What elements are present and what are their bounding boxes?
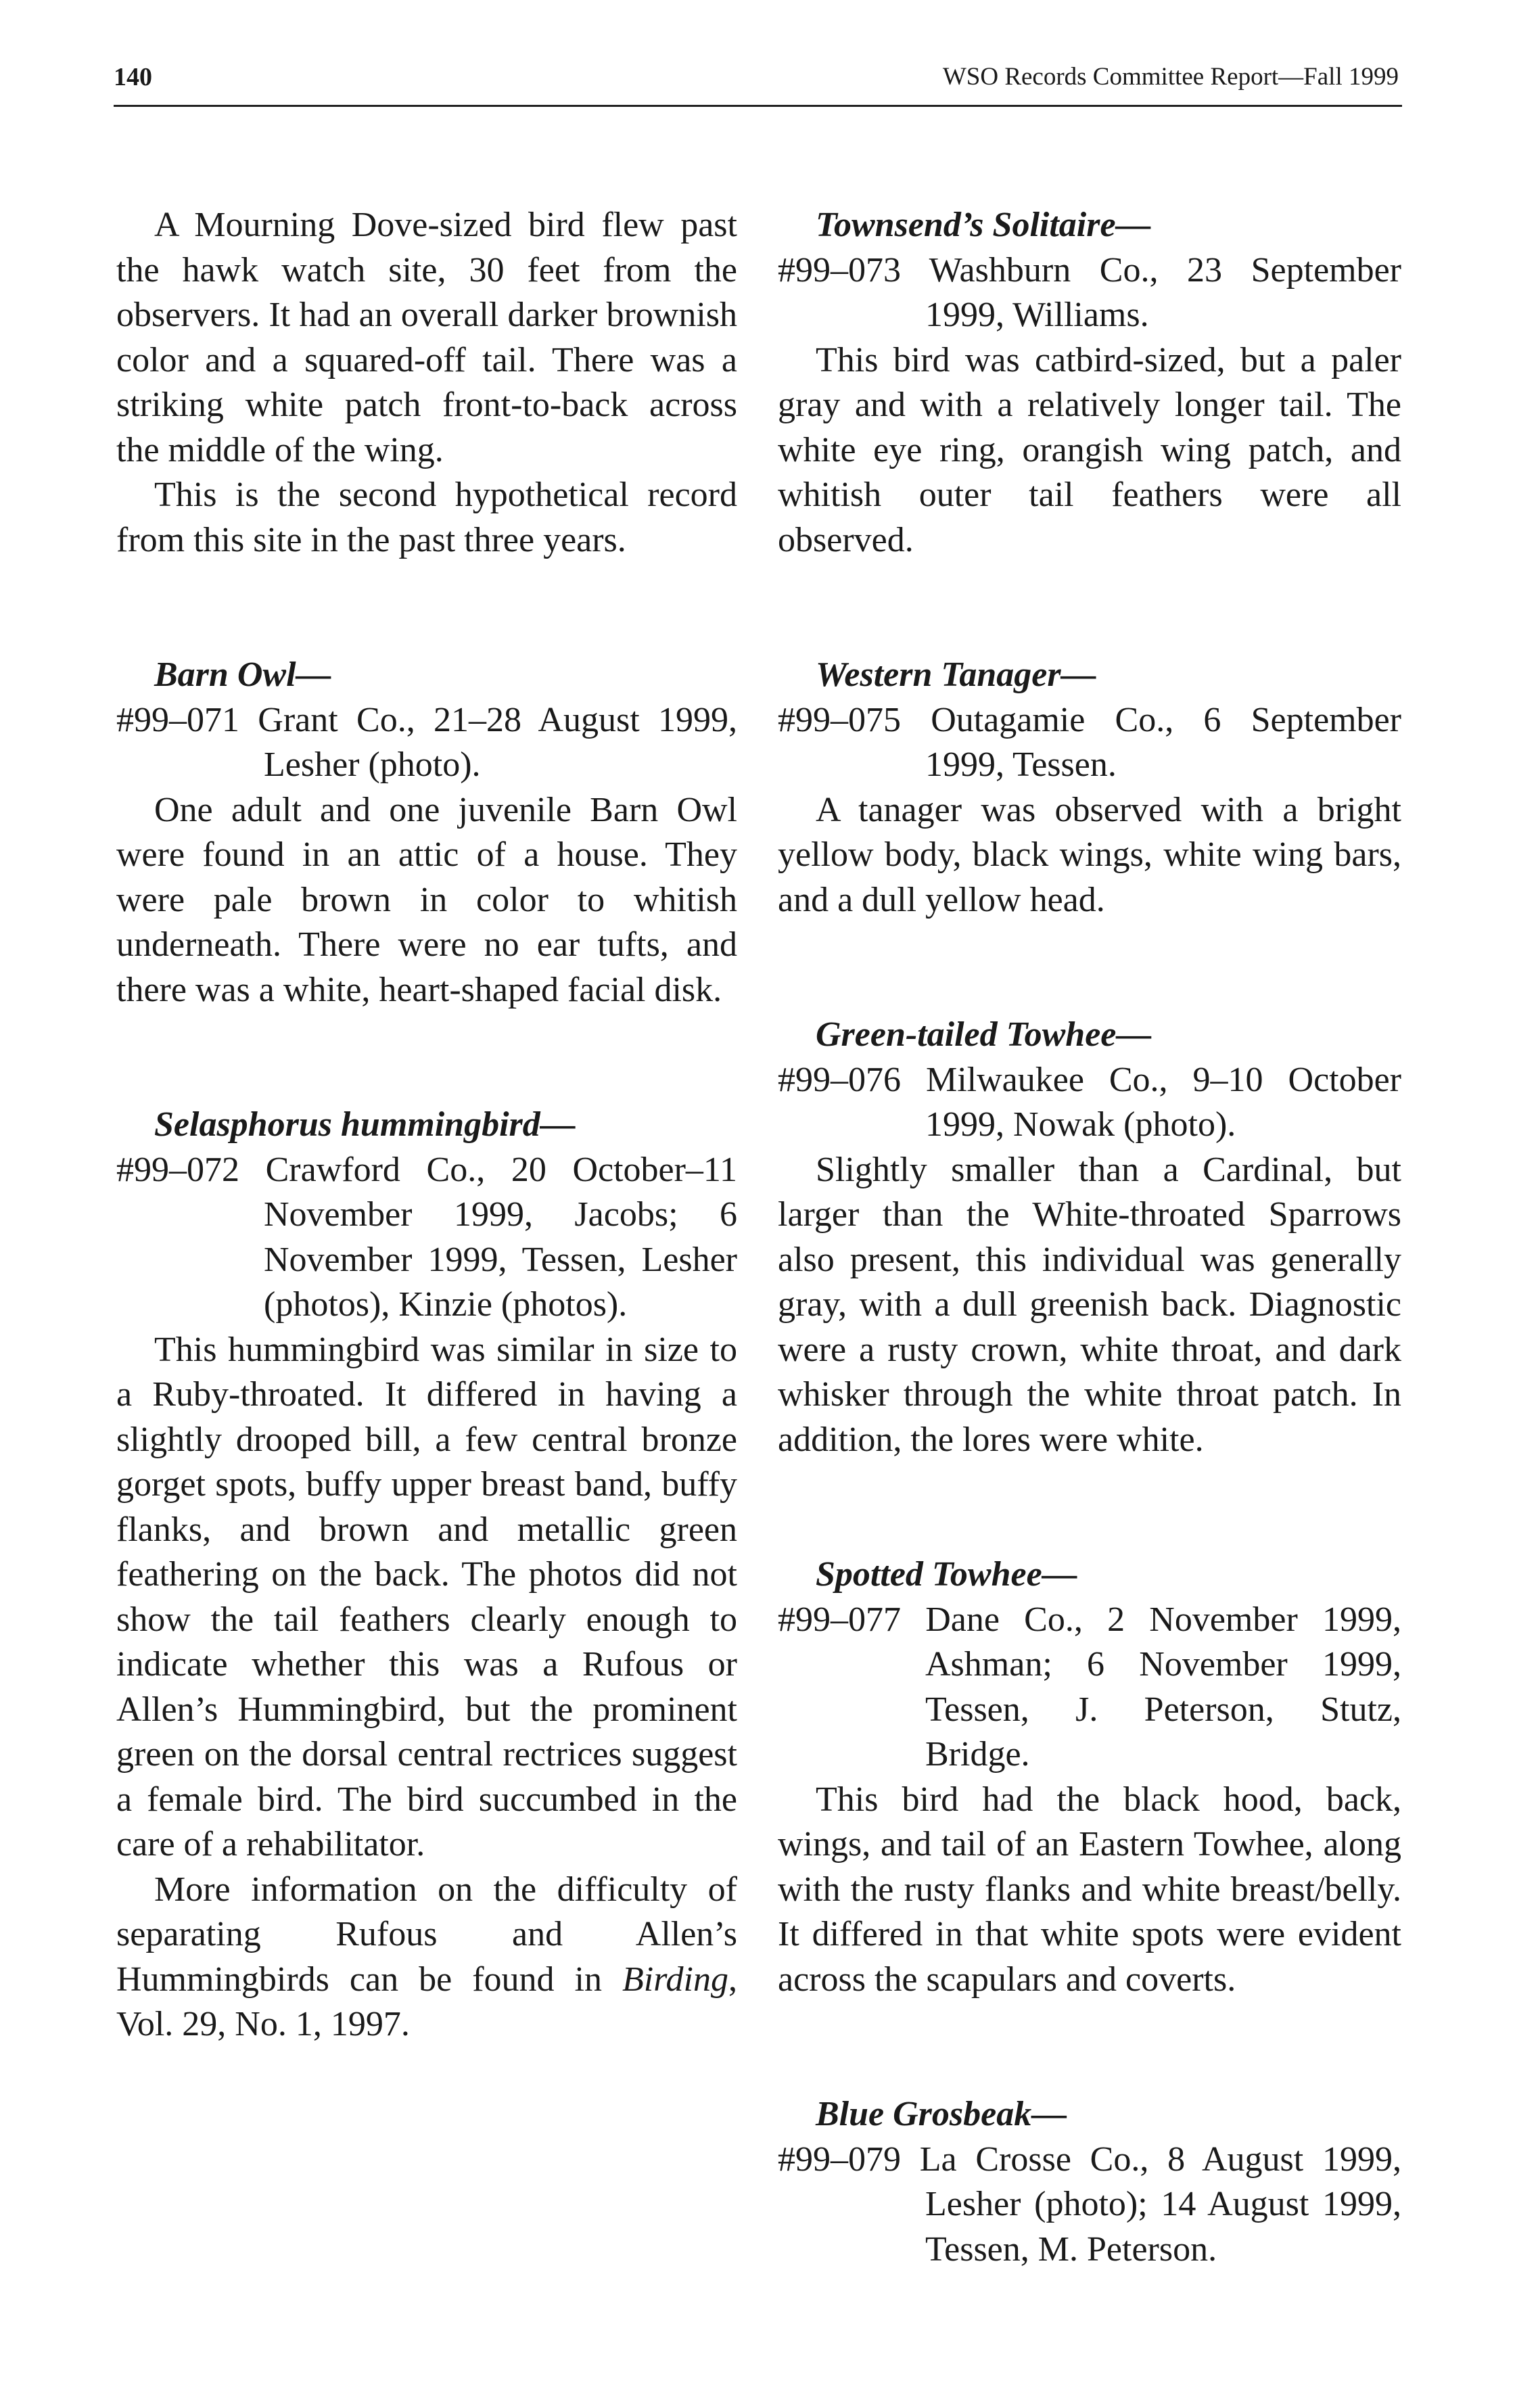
record-entry-selasphorus bbox=[116, 1103, 737, 2047]
species-heading: Spotted Towhee— bbox=[816, 1555, 1077, 1594]
right-column bbox=[778, 203, 1401, 2272]
record-entry-townsends-solitaire bbox=[778, 203, 1401, 563]
record-entry-barn-owl bbox=[116, 653, 737, 1013]
intro-paragraph: This is the second hypothetical record from this site in the past three years. bbox=[116, 476, 737, 559]
description-paragraph: This bird had the black hood, back, wings, and tail of an Eastern Towhee, along with the rusty flanks and white breast/belly. It differed in that white spots were evident across the scapulars and coverts. bbox=[778, 1780, 1401, 1999]
page-number: 140 bbox=[114, 63, 152, 91]
species-heading: Barn Owl— bbox=[154, 655, 331, 694]
record-line: #99–075 Outagamie Co., 6 September 1999, Tessen. bbox=[778, 700, 1401, 784]
record-line: #99–076 Milwaukee Co., 9–10 October 1999, Nowak (photo). bbox=[778, 1060, 1401, 1144]
record-entry-blue-grosbeak bbox=[778, 2092, 1401, 2272]
description-paragraph: More information on the difficulty of separating Rufous and Allen’s Hummingbirds can be found in Birding, Vol. 29, No. 1, 1997. bbox=[116, 1870, 737, 2043]
description-paragraph: This bird was catbird-sized, but a paler gray and with a relatively longer tail. The white eye ring, orangish wing patch, and whitish outer tail feathers were all observed. bbox=[778, 340, 1401, 559]
record-line: #99–071 Grant Co., 21–28 August 1999, Lesher (photo). bbox=[116, 700, 737, 784]
species-heading: Selasphorus hummingbird— bbox=[154, 1105, 576, 1144]
intro-paragraph: A Mourning Dove-sized bird flew past the hawk watch site, 30 feet from the observers. It had an overall darker brownish color and a squared-off tail. There was a striking white patch front-to-back across the middle of the wing. bbox=[116, 206, 737, 469]
species-heading: Green-tailed Towhee— bbox=[816, 1015, 1152, 1054]
record-entry-green-tailed-towhee bbox=[778, 1013, 1401, 1462]
running-title: WSO Records Committee Report—Fall 1999 bbox=[942, 63, 1399, 91]
left-column bbox=[116, 203, 737, 2047]
species-heading: Blue Grosbeak— bbox=[816, 2095, 1067, 2133]
record-entry-western-tanager bbox=[778, 653, 1401, 923]
description-paragraph: One adult and one juvenile Barn Owl were found in an attic of a house. They were pale brown in color to whitish underneath. There were no ear tufts, and there was a white, heart-shaped facial disk. bbox=[116, 790, 737, 1009]
running-head bbox=[114, 62, 1399, 103]
description-paragraph: A tanager was observed with a bright yellow body, black wings, white wing bars, and a dull yellow head. bbox=[778, 790, 1401, 919]
journal-title: Birding bbox=[622, 1960, 728, 1999]
species-heading: Western Tanager— bbox=[816, 655, 1096, 694]
record-line: #99–077 Dane Co., 2 November 1999, Ashman; 6 November 1999, Tessen, J. Peterson, Stutz, Bridge. bbox=[778, 1600, 1401, 1774]
record-entry-spotted-towhee bbox=[778, 1552, 1401, 2002]
species-heading: Townsend’s Solitaire— bbox=[816, 206, 1151, 244]
record-line: #99–072 Crawford Co., 20 October–11 November 1999, Jacobs; 6 November 1999, Tessen, Lesher (photos), Kinzie (photos). bbox=[116, 1150, 737, 1324]
header-rule bbox=[114, 105, 1402, 107]
description-paragraph: Slightly smaller than a Cardinal, but larger than the White-throated Sparrows also present, this individual was generally gray, with a dull greenish back. Diagnostic were a rusty crown, white throat, and dark whisker through the white throat patch. In addition, the lores were white. bbox=[778, 1150, 1401, 1459]
record-line: #99–079 La Crosse Co., 8 August 1999, Lesher (photo); 14 August 1999, Tessen, M. Peterson. bbox=[778, 2139, 1401, 2269]
description-paragraph: This hummingbird was similar in size to a Ruby-throated. It differed in having a slightly drooped bill, a few central bronze gorget spots, buffy upper breast band, buffy flanks, and brown and metallic green feathering on the back. The photos did not show the tail feathers clearly enough to indicate whether this was a Rufous or Allen’s Hummingbird, but the prominent green on the dorsal central rectrices suggest a female bird. The bird succumbed in the care of a rehabilitator. bbox=[116, 1330, 737, 1863]
record-line: #99–073 Washburn Co., 23 September 1999, Williams. bbox=[778, 250, 1401, 334]
